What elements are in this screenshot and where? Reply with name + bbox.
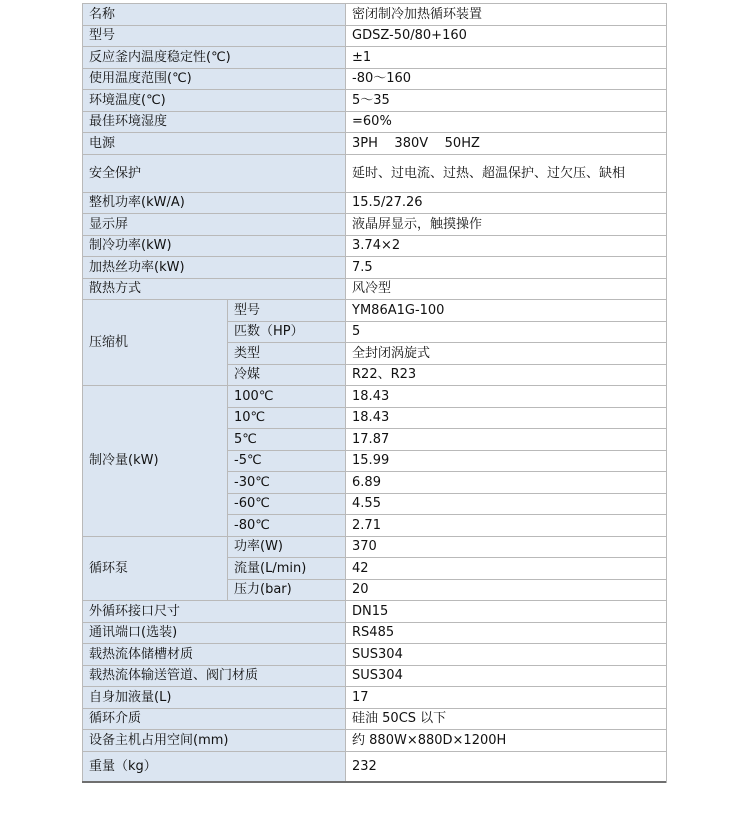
row-label: 外循环接口尺寸 bbox=[83, 601, 346, 623]
row-value: SUS304 bbox=[346, 644, 667, 666]
table-row bbox=[83, 708, 667, 730]
sub-value: 20 bbox=[346, 579, 667, 601]
table-row bbox=[83, 68, 667, 90]
row-label: 循环介质 bbox=[83, 708, 346, 730]
row-label: 通讯端口(选装) bbox=[83, 622, 346, 644]
sub-value: 15.99 bbox=[346, 450, 667, 472]
row-value-power-supply: 3PH 380V 50HZ bbox=[346, 133, 667, 155]
sub-value: 370 bbox=[346, 536, 667, 558]
table-row bbox=[83, 751, 667, 782]
sub-label: 流量(L/min) bbox=[228, 558, 346, 580]
sub-label: 100℃ bbox=[228, 386, 346, 408]
row-label-name: 名称 bbox=[83, 4, 346, 26]
sub-label: 功率(W) bbox=[228, 536, 346, 558]
group-label-compressor: 压缩机 bbox=[83, 300, 228, 386]
table-row bbox=[83, 133, 667, 155]
row-value: 232 bbox=[346, 751, 667, 782]
table-row bbox=[83, 25, 667, 47]
row-label-temp-range: 使用温度范围(℃) bbox=[83, 68, 346, 90]
row-label-display: 显示屏 bbox=[83, 214, 346, 236]
table-row bbox=[83, 665, 667, 687]
row-value-name: 密闭制冷加热循环装置 bbox=[346, 4, 667, 26]
sub-label: -80℃ bbox=[228, 515, 346, 537]
sub-label: 压力(bar) bbox=[228, 579, 346, 601]
sub-value: 4.55 bbox=[346, 493, 667, 515]
row-label-heat-dissipation: 散热方式 bbox=[83, 278, 346, 300]
row-value-stability: ±1 bbox=[346, 47, 667, 69]
table-row bbox=[83, 257, 667, 279]
row-label: 载热流体输送管道、阀门材质 bbox=[83, 665, 346, 687]
row-value-safety: 延时、过电流、过热、超温保护、过欠压、缺相 bbox=[346, 154, 667, 192]
row-value: DN15 bbox=[346, 601, 667, 623]
row-value-heat-dissipation: 风冷型 bbox=[346, 278, 667, 300]
sub-value: 5 bbox=[346, 321, 667, 343]
sub-value: 42 bbox=[346, 558, 667, 580]
row-value: 约 880W×880D×1200H bbox=[346, 730, 667, 752]
sub-label: 类型 bbox=[228, 343, 346, 365]
sub-value: 全封闭涡旋式 bbox=[346, 343, 667, 365]
row-value: SUS304 bbox=[346, 665, 667, 687]
table-row bbox=[83, 47, 667, 69]
row-label: 重量（kg） bbox=[83, 751, 346, 782]
sub-value: 18.43 bbox=[346, 407, 667, 429]
table-row bbox=[83, 386, 667, 408]
table-row bbox=[83, 214, 667, 236]
table-row bbox=[83, 4, 667, 26]
sub-label: 型号 bbox=[228, 300, 346, 322]
sub-label: -60℃ bbox=[228, 493, 346, 515]
row-value-model: GDSZ-50/80+160 bbox=[346, 25, 667, 47]
row-value-heater-power: 7.5 bbox=[346, 257, 667, 279]
sub-value: YM86A1G-100 bbox=[346, 300, 667, 322]
table-row bbox=[83, 644, 667, 666]
row-value: RS485 bbox=[346, 622, 667, 644]
row-value-cooling-power: 3.74×2 bbox=[346, 235, 667, 257]
row-label-stability: 反应釜内温度稳定性(℃) bbox=[83, 47, 346, 69]
table-row bbox=[83, 154, 667, 192]
table-row bbox=[83, 278, 667, 300]
table-row bbox=[83, 622, 667, 644]
sub-value: 6.89 bbox=[346, 472, 667, 494]
sub-label: 5℃ bbox=[228, 429, 346, 451]
sub-value: R22、R23 bbox=[346, 364, 667, 386]
table-row bbox=[83, 300, 667, 322]
row-label-model: 型号 bbox=[83, 25, 346, 47]
sub-label: 10℃ bbox=[228, 407, 346, 429]
sub-label: -5℃ bbox=[228, 450, 346, 472]
table-row bbox=[83, 235, 667, 257]
row-label: 自身加液量(L) bbox=[83, 687, 346, 709]
table-row bbox=[83, 601, 667, 623]
group-label-cooling-capacity: 制冷量(kW) bbox=[83, 386, 228, 537]
table-row bbox=[83, 111, 667, 133]
row-label-cooling-power: 制冷功率(kW) bbox=[83, 235, 346, 257]
row-label-total-power: 整机功率(kW/A) bbox=[83, 192, 346, 214]
table-row bbox=[83, 90, 667, 112]
table-row bbox=[83, 730, 667, 752]
table-bottom-rule bbox=[82, 781, 666, 783]
row-value-ambient-temp: 5～35 bbox=[346, 90, 667, 112]
row-label-safety: 安全保护 bbox=[83, 154, 346, 192]
row-value: 17 bbox=[346, 687, 667, 709]
row-label-ambient-temp: 环境温度(℃) bbox=[83, 90, 346, 112]
table-row bbox=[83, 192, 667, 214]
row-value: 硅油 50CS 以下 bbox=[346, 708, 667, 730]
row-label: 设备主机占用空间(mm) bbox=[83, 730, 346, 752]
row-label-power-supply: 电源 bbox=[83, 133, 346, 155]
table-row bbox=[83, 687, 667, 709]
sub-value: 18.43 bbox=[346, 386, 667, 408]
row-value-temp-range: -80～160 bbox=[346, 68, 667, 90]
row-label: 载热流体储槽材质 bbox=[83, 644, 346, 666]
row-label-heater-power: 加热丝功率(kW) bbox=[83, 257, 346, 279]
row-value-total-power: 15.5/27.26 bbox=[346, 192, 667, 214]
row-label-humidity: 最佳环境湿度 bbox=[83, 111, 346, 133]
table-row bbox=[83, 536, 667, 558]
sub-value: 2.71 bbox=[346, 515, 667, 537]
row-value-humidity: =60% bbox=[346, 111, 667, 133]
row-value-display: 液晶屏显示，触摸操作 bbox=[346, 214, 667, 236]
sub-label: 匹数（HP） bbox=[228, 321, 346, 343]
sub-label: 冷媒 bbox=[228, 364, 346, 386]
group-label-pump: 循环泵 bbox=[83, 536, 228, 601]
sub-value: 17.87 bbox=[346, 429, 667, 451]
spec-table bbox=[82, 3, 667, 783]
sub-label: -30℃ bbox=[228, 472, 346, 494]
